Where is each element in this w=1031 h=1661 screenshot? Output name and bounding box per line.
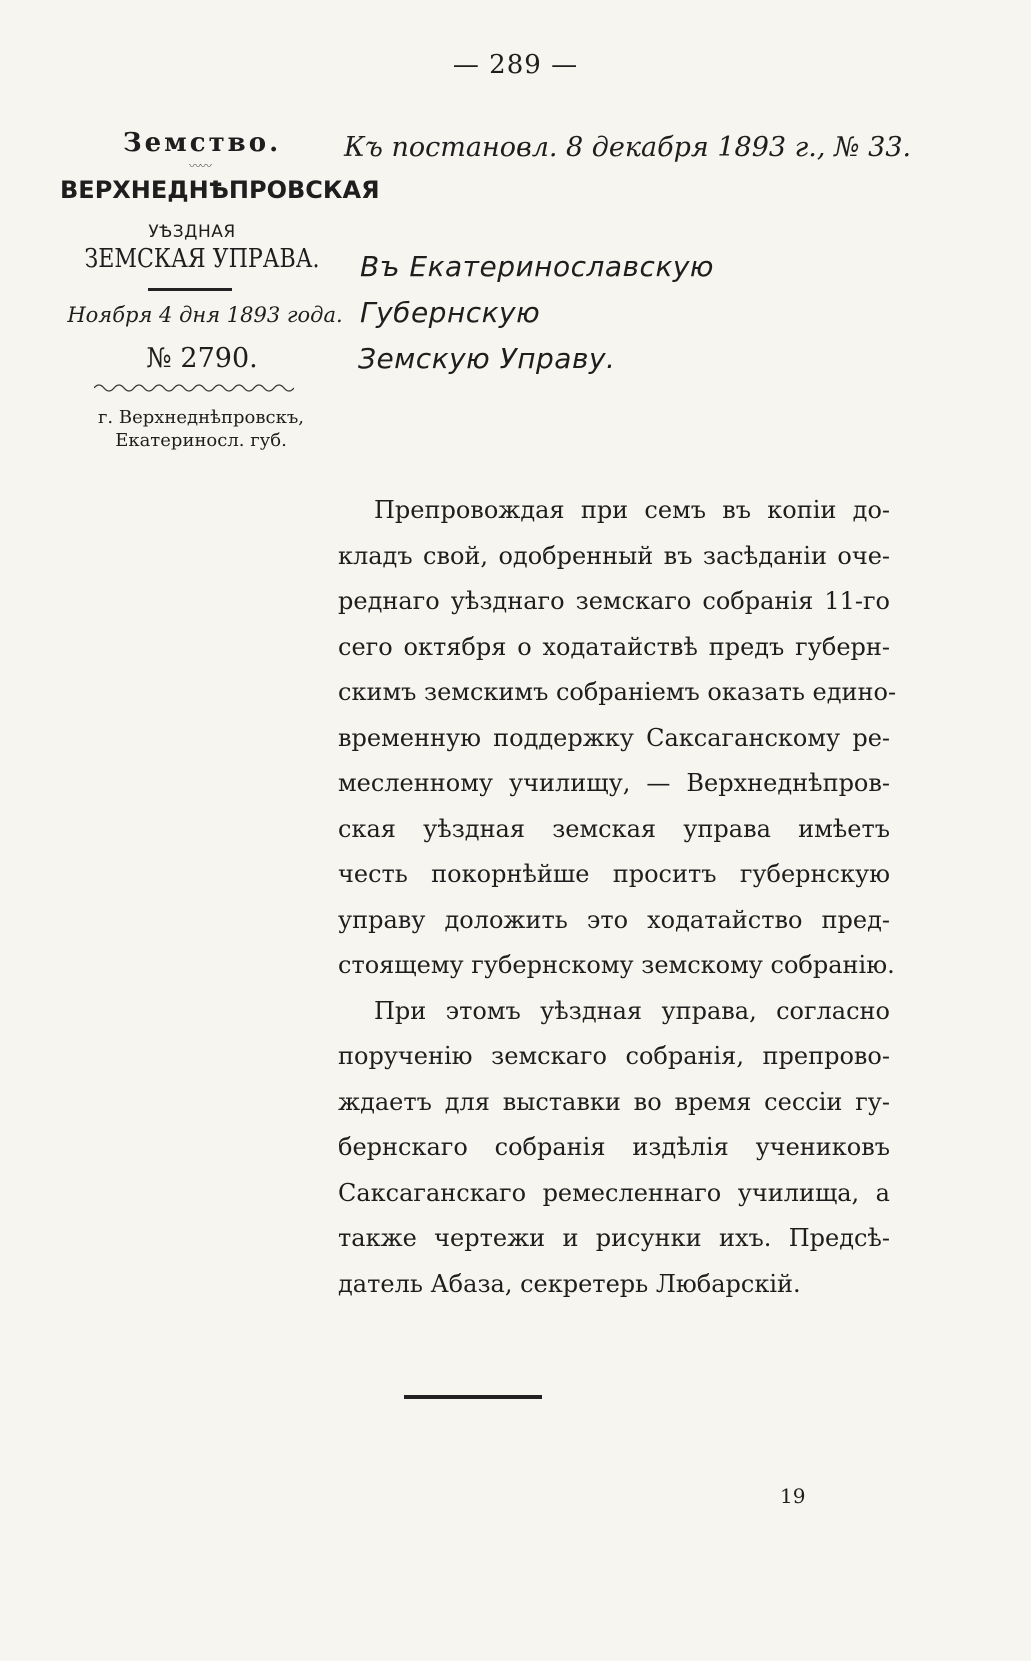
letterhead-place-line2: Екатериносл. губ. — [115, 430, 287, 451]
body-line: реднаго уѣзднаго земскаго собранія 11-го — [338, 587, 890, 615]
addressee-line1: Въ Екатеринославскую Губернскую — [360, 250, 714, 329]
letterhead-number: № 2790. — [146, 343, 258, 374]
letterhead-date: Ноября 4 дня 1893 года. — [67, 303, 343, 327]
body-line: месленному училищу, — Верхнеднѣпров- — [338, 769, 890, 797]
body-line: честь покорнѣйше проситъ губернскую — [338, 860, 890, 888]
letterhead-divider — [148, 288, 232, 291]
letterhead — [60, 128, 380, 452]
body-line: временную поддержку Саксаганскому ре- — [338, 723, 890, 752]
body-line: сего октября о ходатайствѣ предъ губерн- — [338, 632, 890, 661]
body-line: Препровождая при семъ въ копіи до- — [374, 496, 890, 524]
letterhead-uezdnaya: УѢЗДНАЯ — [148, 222, 236, 242]
letterhead-org-name: ВЕРХНЕДНѢПРОВСКАЯ — [60, 176, 380, 204]
ornament-small: 〰〰 — [188, 159, 211, 173]
body-line: управу доложить это ходатайство пред- — [338, 905, 890, 934]
body-line: бернскаго собранія издѣлія учениковъ — [338, 1133, 890, 1161]
body-line: При этомъ уѣздная управа, согласно — [374, 996, 890, 1025]
letterhead-place-line1: г. Верхнеднѣпровскъ, — [97, 407, 304, 428]
body-line: стоящему губернскому земскому собранію. — [338, 951, 895, 979]
letterhead-uprava: ЗЕМСКАЯ УПРАВА. — [84, 244, 320, 274]
body-line: ждаетъ для выставки во время сессіи гу- — [338, 1087, 890, 1116]
closing-divider — [404, 1395, 542, 1399]
wavy-divider — [94, 382, 294, 394]
reference-line: Къ постановл. 8 декабря 1893 г., № 33. — [344, 132, 912, 163]
letterhead-place — [52, 406, 350, 452]
body-line: датель Абаза, секретерь Любарскій. — [338, 1269, 801, 1298]
body-line: Саксаганскаго ремесленнаго училища, а — [338, 1178, 890, 1207]
body-line: кладъ свой, одобренный въ засѣданіи оче- — [338, 541, 890, 570]
page-number: — 289 — — [452, 50, 579, 80]
body-text — [338, 488, 897, 1307]
body-line: порученію земскаго собранія, препрово- — [338, 1042, 890, 1070]
body-line: скимъ земскимъ собраніемъ оказать едино- — [338, 678, 897, 706]
signature-mark: 19 — [780, 1484, 806, 1508]
letterhead-zemstvo: Земство. — [122, 128, 282, 158]
body-line: ская уѣздная земская управа имѣетъ — [338, 814, 890, 843]
body-line: также чертежи и рисунки ихъ. Предсѣ- — [338, 1224, 890, 1252]
addressee — [360, 244, 880, 382]
addressee-line2: Земскую Управу. — [358, 342, 616, 375]
